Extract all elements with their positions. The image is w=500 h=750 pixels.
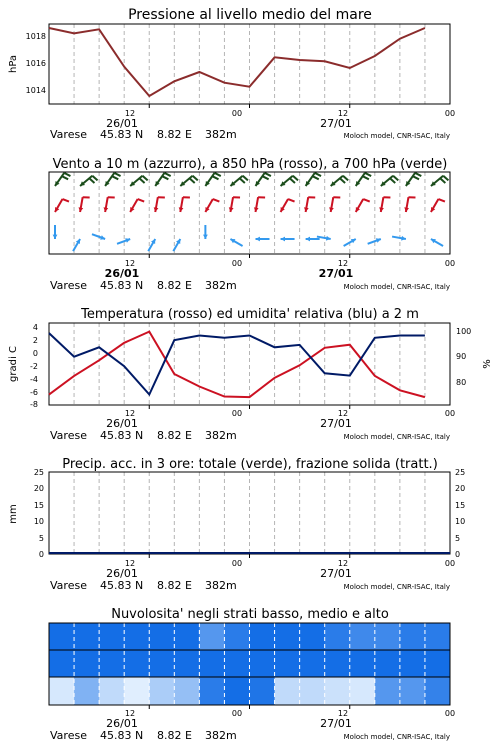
wind-barb-feather: [290, 178, 295, 183]
credit-text: Moloch model, CNR-ISAC, Italy: [343, 132, 450, 140]
location-name: Varese: [50, 429, 87, 442]
location-alt: 382m: [205, 279, 237, 292]
precipitation-title: Precip. acc. in 3 ore: totale (verde), frazione solida (tratt.): [62, 457, 438, 472]
cloud-cell-basso: [250, 677, 276, 705]
location-name: Varese: [50, 729, 87, 742]
pressure-ytick: 1016: [25, 59, 46, 68]
credit-text: Moloch model, CNR-ISAC, Italy: [343, 283, 450, 291]
wind-barb-head: [203, 235, 208, 239]
location-name: Varese: [50, 579, 87, 592]
x-tick: 00: [444, 709, 456, 718]
wind-barb-feather: [112, 176, 118, 179]
location-lat: 45.83 N: [100, 429, 144, 442]
cloud-cell-basso: [74, 677, 100, 705]
cloud-cell-medio: [99, 650, 125, 677]
location-line: [50, 128, 237, 141]
cloud-cell-medio: [325, 650, 351, 677]
cloud-cell-basso: [375, 677, 401, 705]
location-alt: 382m: [205, 429, 237, 442]
wind-barb-feather: [92, 176, 97, 181]
location-name: Varese: [50, 279, 87, 292]
wind-barb-feather: [315, 173, 321, 176]
cloud-cell-alto: [99, 623, 125, 650]
cloud-cell-alto: [425, 623, 451, 650]
wind-plot-frame: [49, 172, 450, 254]
x-tick: 12: [124, 109, 136, 118]
precipitation-ytick-right: 15: [455, 501, 466, 510]
temperature-ytick: -6: [30, 388, 38, 397]
cloud-cell-basso: [275, 677, 301, 705]
location-alt: 382m: [205, 128, 237, 141]
cloud-cell-alto: [400, 623, 426, 650]
wind-barb-feather: [363, 199, 369, 202]
x-tick: 00: [444, 559, 456, 568]
wind-barb-feather: [162, 176, 168, 179]
wind-barb-feather: [114, 173, 120, 176]
wind-barb-feather: [243, 176, 248, 181]
location-alt: 382m: [205, 729, 237, 742]
precipitation-ytick: 25: [33, 468, 44, 477]
precipitation-panel: [8, 457, 465, 592]
cloud-cell-medio: [425, 650, 451, 677]
date-label: 27/01: [320, 117, 352, 130]
wind-barb-head: [281, 237, 285, 242]
credit-text: Moloch model, CNR-ISAC, Italy: [343, 583, 450, 591]
location-lat: 45.83 N: [100, 128, 144, 141]
wind-barb-feather: [138, 199, 144, 202]
temperature-ytick: -2: [30, 362, 38, 371]
cloud-cell-alto: [49, 623, 75, 650]
precipitation-plot-frame: [49, 472, 450, 554]
wind-barb-feather: [89, 178, 94, 183]
cloud-cell-alto: [124, 623, 150, 650]
location-line: [50, 429, 237, 442]
cloud-cell-alto: [350, 623, 376, 650]
cloud-cell-alto: [325, 623, 351, 650]
humidity-ytick: 100: [456, 327, 472, 336]
wind-barb-feather: [62, 176, 68, 179]
temperature-panel: [8, 307, 493, 442]
pressure-title: Pressione al livello medio del mare: [128, 7, 372, 23]
date-label: 27/01: [320, 417, 352, 430]
x-tick: 00: [231, 109, 243, 118]
pressure-ytick: 1018: [25, 32, 46, 41]
cloud-cell-alto: [300, 623, 326, 650]
cloud-cell-alto: [275, 623, 301, 650]
precipitation-ytick: 15: [33, 501, 44, 510]
date-label: 26/01: [106, 717, 138, 730]
x-tick: 12: [124, 559, 136, 568]
cloud-cell-medio: [124, 650, 150, 677]
date-label: 26/01: [106, 417, 138, 430]
wind-barb-feather: [443, 176, 448, 181]
x-tick: 12: [337, 109, 349, 118]
humidity-ytick: 90: [456, 352, 467, 361]
cloud-cell-basso: [49, 677, 75, 705]
cloud-cell-medio: [275, 650, 301, 677]
wind-barb-feather: [139, 178, 144, 183]
x-tick: 00: [231, 259, 243, 268]
pressure-ylabel: hPa: [8, 54, 19, 74]
cloud-cell-medio: [224, 650, 250, 677]
wind-panel: [49, 157, 455, 292]
location-line: [50, 279, 237, 292]
cloud-cell-alto: [224, 623, 250, 650]
humidity-series-line: [49, 333, 425, 394]
cloudiness-title: Nuvolosita' negli strati basso, medio e alto: [111, 607, 389, 622]
cloud-cell-basso: [300, 677, 326, 705]
location-alt: 382m: [205, 579, 237, 592]
x-tick: 12: [337, 559, 349, 568]
precipitation-ytick-right: 5: [455, 534, 461, 543]
cloud-cell-basso: [224, 677, 250, 705]
x-tick: 12: [124, 259, 136, 268]
date-label: 27/01: [320, 567, 352, 580]
location-name: Varese: [50, 128, 87, 141]
precipitation-ytick: 20: [33, 484, 44, 493]
temperature-title: Temperatura (rosso) ed umidita' relativa (blu) a 2 m: [81, 307, 419, 322]
wind-barb-feather: [265, 173, 271, 176]
wind-barb-feather: [240, 178, 245, 183]
wind-barb-feather: [390, 178, 395, 183]
date-label: 27/01: [320, 717, 352, 730]
pressure-plot-frame: [49, 24, 450, 104]
location-lat: 45.83 N: [100, 729, 144, 742]
date-label: 26/01: [104, 267, 140, 280]
wind-barb-feather: [440, 178, 445, 183]
x-tick: 12: [124, 709, 136, 718]
precipitation-ytick-right: 20: [455, 484, 466, 493]
wind-barb-feather: [438, 199, 444, 202]
cloud-cell-basso: [149, 677, 175, 705]
wind-barb-feather: [164, 173, 170, 176]
precipitation-ytick: 5: [38, 534, 44, 543]
location-lat: 45.83 N: [100, 279, 144, 292]
location-lat: 45.83 N: [100, 579, 144, 592]
wind-barb-feather: [313, 176, 319, 179]
location-lon: 8.82 E: [157, 429, 192, 442]
x-tick: 12: [124, 409, 136, 418]
precipitation-ytick: 0: [38, 550, 44, 559]
cloud-cell-medio: [300, 650, 326, 677]
precipitation-ytick-right: 25: [455, 468, 466, 477]
x-tick: 00: [231, 409, 243, 418]
wind-barb-feather: [262, 176, 268, 179]
cloud-cell-alto: [250, 623, 276, 650]
cloud-cell-basso: [350, 677, 376, 705]
wind-barb-feather: [142, 176, 147, 181]
temperature-ylabel: gradi C: [8, 346, 19, 382]
cloud-cell-alto: [174, 623, 200, 650]
cloud-cell-basso: [199, 677, 225, 705]
x-tick: 12: [337, 259, 349, 268]
cloud-cell-alto: [74, 623, 100, 650]
date-label: 27/01: [318, 267, 354, 280]
precipitation-ylabel: mm: [8, 504, 19, 524]
pressure-ytick: 1014: [25, 86, 46, 95]
wind-barb-feather: [340, 178, 345, 183]
date-label: 26/01: [106, 567, 138, 580]
wind-barb-feather: [64, 173, 70, 176]
cloud-cell-basso: [124, 677, 150, 705]
cloud-cell-basso: [425, 677, 451, 705]
location-lon: 8.82 E: [157, 128, 192, 141]
credit-text: Moloch model, CNR-ISAC, Italy: [343, 433, 450, 441]
precipitation-ytick: 10: [33, 517, 44, 526]
wind-barb-feather: [215, 173, 221, 176]
x-tick: 00: [444, 109, 456, 118]
temperature-ytick: 2: [32, 336, 38, 345]
x-tick: 00: [444, 259, 456, 268]
temperature-ytick: -8: [30, 400, 38, 409]
wind-barb-feather: [365, 173, 371, 176]
humidity-ytick: 80: [456, 378, 467, 387]
humidity-ylabel: %: [482, 359, 493, 369]
location-lon: 8.82 E: [157, 579, 192, 592]
date-label: 26/01: [106, 117, 138, 130]
temperature-ytick: 0: [32, 349, 38, 358]
x-tick: 00: [231, 559, 243, 568]
location-lon: 8.82 E: [157, 279, 192, 292]
pressure-series-line: [49, 28, 425, 96]
x-tick: 00: [444, 409, 456, 418]
precipitation-ytick-right: 0: [455, 550, 461, 559]
cloud-cell-medio: [174, 650, 200, 677]
cloud-cell-alto: [199, 623, 225, 650]
cloudiness-panel: [49, 607, 455, 742]
wind-barb-head: [256, 237, 260, 242]
temperature-ytick: -4: [30, 375, 38, 384]
wind-barb-feather: [343, 176, 348, 181]
cloud-cell-medio: [49, 650, 75, 677]
cloud-cell-medio: [400, 650, 426, 677]
location-lon: 8.82 E: [157, 729, 192, 742]
cloud-cell-basso: [99, 677, 125, 705]
cloud-cell-medio: [250, 650, 276, 677]
credit-text: Moloch model, CNR-ISAC, Italy: [343, 733, 450, 741]
x-tick: 12: [337, 709, 349, 718]
wind-barb-feather: [293, 176, 298, 181]
wind-barb-feather: [63, 199, 69, 202]
cloud-cell-alto: [149, 623, 175, 650]
wind-barb-feather: [193, 176, 198, 181]
x-tick: 00: [231, 709, 243, 718]
temperature-ytick: 4: [32, 323, 38, 332]
cloud-cell-medio: [74, 650, 100, 677]
cloud-cell-medio: [149, 650, 175, 677]
cloud-cell-medio: [375, 650, 401, 677]
wind-barb-feather: [415, 173, 421, 176]
cloud-cell-alto: [375, 623, 401, 650]
wind-barb-feather: [212, 176, 218, 179]
temperature-series-line: [49, 332, 425, 398]
precipitation-ytick-right: 10: [455, 517, 466, 526]
wind-barb-feather: [213, 199, 219, 202]
cloud-cell-basso: [174, 677, 200, 705]
location-line: [50, 729, 237, 742]
wind-title: Vento a 10 m (azzurro), a 850 hPa (rosso), a 700 hPa (verde): [52, 157, 448, 172]
cloud-cell-medio: [199, 650, 225, 677]
wind-barb-head: [306, 237, 310, 242]
wind-barb-feather: [393, 176, 398, 181]
cloud-cell-medio: [350, 650, 376, 677]
wind-barb-head: [53, 235, 58, 239]
wind-barb-feather: [363, 176, 369, 179]
wind-barb-feather: [288, 199, 294, 202]
wind-barb-feather: [190, 178, 195, 183]
wind-barb-feather: [413, 176, 419, 179]
location-line: [50, 579, 237, 592]
cloud-cell-basso: [400, 677, 426, 705]
x-tick: 12: [337, 409, 349, 418]
cloud-cell-basso: [325, 677, 351, 705]
pressure-panel: [8, 7, 455, 141]
